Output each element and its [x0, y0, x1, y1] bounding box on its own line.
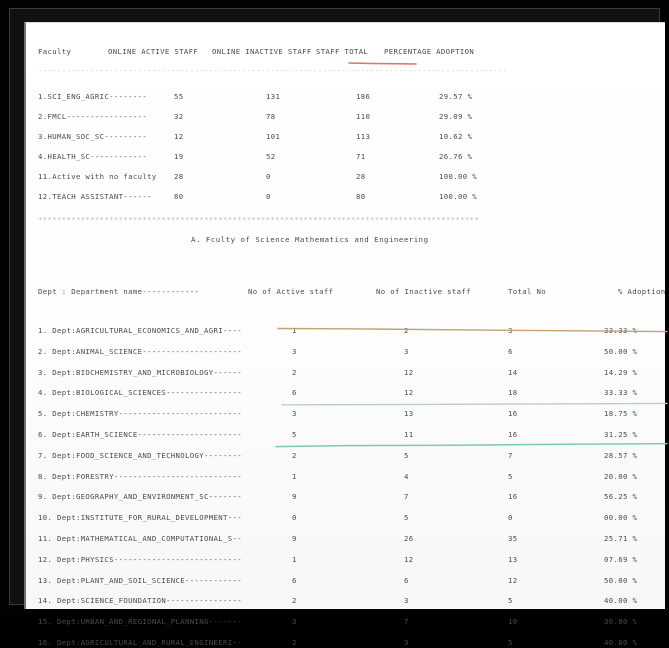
department_section-cell-active: 1	[292, 554, 297, 564]
department-header-percentage: % Adoption	[618, 287, 666, 296]
department_section-cell-total: 5	[508, 471, 513, 481]
department_section-cell-active: 3	[292, 346, 297, 356]
department_section-cell-inactive: 7	[404, 617, 409, 627]
department_section-cell-total: 0	[508, 513, 513, 523]
faculty_section-cell-total: 113	[356, 132, 371, 141]
star-separator: *********************************************************************************************	[38, 215, 480, 224]
department_section-cell-active: 3	[292, 617, 297, 627]
department_section-cell-total: 16	[508, 492, 518, 502]
department_section-cell-total: 10	[508, 617, 518, 627]
faculty_section-cell-active: 19	[174, 152, 184, 161]
faculty-header-percentage: PERCENTAGE ADOPTION	[384, 47, 475, 56]
department_section-cell-total: 14	[508, 367, 518, 377]
department_section-cell-percent: 07.69 %	[604, 554, 638, 564]
department_section-cell-percent: 50.00 %	[604, 575, 638, 585]
department_section-cell-active: 0	[292, 513, 297, 523]
faculty_section-cell-inactive: 78	[266, 112, 276, 121]
department_section-cell-total: 13	[508, 554, 518, 564]
faculty_section-cell-active: 32	[174, 112, 184, 121]
department_section-cell-name: 1. Dept:AGRICULTURAL_ECONOMICS_AND_AGRI----	[38, 326, 242, 335]
department_section-cell-name: 14. Dept:SCIENCE_FOUNDATION----------------	[38, 596, 242, 606]
photo-frame-inner	[9, 8, 666, 647]
faculty_section-cell-name: 11.Active with no faculty	[38, 172, 157, 181]
department_section-cell-inactive: 11	[404, 430, 414, 439]
department_section-cell-active: 2	[292, 450, 297, 460]
department_section-cell-inactive: 3	[404, 638, 409, 647]
department_section-cell-percent: 40.00 %	[604, 638, 638, 647]
department_section-cell-name: 9. Dept:GEOGRAPHY_AND_ENVIRONMENT_SC-------	[38, 492, 242, 502]
department_section-cell-inactive: 5	[404, 513, 409, 523]
department_section-cell-inactive: 3	[404, 596, 409, 606]
department_section-cell-percent: 00.00 %	[604, 513, 638, 523]
department_section-cell-name: 13. Dept:PLANT_AND_SOIL_SCIENCE------------	[38, 575, 242, 585]
faculty_section-cell-total: 110	[356, 112, 371, 121]
faculty_section-cell-name: 3.HUMAN_SOC_SC---------	[38, 132, 148, 141]
faculty_section-cell-percent: 29.57 %	[439, 92, 473, 101]
department_section-cell-percent: 50.00 %	[604, 346, 638, 356]
report-page-content	[26, 23, 666, 647]
department_section-cell-active: 2	[292, 596, 297, 606]
faculty_section-cell-name: 1.SCI_ENG_AGRIC--------	[38, 92, 148, 101]
department_section-cell-percent: 14.29 %	[604, 367, 638, 377]
department_section-cell-total: 35	[508, 534, 518, 543]
department_section-cell-total: 18	[508, 388, 518, 398]
department_section-cell-active: 9	[292, 492, 297, 502]
faculty_section-cell-active: 28	[174, 172, 184, 181]
teal-line-forestry	[276, 444, 667, 447]
department_section-cell-total: 16	[508, 430, 518, 439]
faculty_section-cell-name: 12.TEACH ASSISTANT------	[38, 192, 152, 201]
department_section-cell-percent: 30.00 %	[604, 617, 638, 627]
department_section-cell-name: 8. Dept:FORESTRY---------------------------	[38, 471, 242, 481]
department_section-cell-percent: 33.33 %	[604, 326, 638, 335]
faculty_section-cell-percent: 26.76 %	[439, 152, 473, 161]
faculty_section-cell-total: 28	[356, 172, 366, 181]
department_section-cell-inactive: 12	[404, 388, 414, 398]
department_section-cell-active: 6	[292, 388, 297, 398]
faculty_section-cell-name: 4.HEALTH_SC------------	[38, 152, 148, 161]
red-underline-percentage-header	[349, 63, 416, 64]
department-header-inactive: No of Inactive staff	[376, 287, 471, 296]
department_section-cell-active: 1	[292, 471, 297, 481]
faculty_section-cell-active: 12	[174, 132, 184, 141]
department-header-name: Dept : Department name------------	[38, 287, 200, 296]
department_section-cell-total: 16	[508, 409, 518, 419]
faculty_section-cell-active: 80	[174, 192, 184, 201]
department_section-cell-inactive: 5	[404, 450, 409, 460]
faculty_section-cell-inactive: 52	[266, 152, 276, 161]
department_section-cell-active: 9	[292, 534, 297, 543]
department_section-cell-inactive: 13	[404, 409, 414, 419]
department_section-cell-name: 6. Dept:EARTH_SCIENCE----------------------	[38, 430, 242, 439]
department_section-cell-total: 12	[508, 575, 518, 585]
faculty-header-separator: ---------------------------------------------------------------------------------------------------	[38, 66, 508, 75]
faculty_section-cell-inactive: 0	[266, 172, 271, 181]
report-page	[24, 22, 666, 647]
department_section-cell-inactive: 7	[404, 492, 409, 502]
department_section-cell-name: 15. Dept:URBAN_AND_REGIONAL_PLANNING-------	[38, 617, 242, 627]
department_section-cell-name: 3. Dept:BIOCHEMISTRY_AND_MICROBIOLOGY------	[38, 367, 242, 377]
faculty-header-name: Faculty	[38, 47, 72, 56]
faculty-header-active: ONLINE ACTIVE STAFF	[108, 47, 199, 56]
faculty_section-cell-percent: 10.62 %	[439, 132, 473, 141]
faculty_section-cell-percent: 29.09 %	[439, 112, 473, 121]
faculty_section-cell-total: 186	[356, 92, 371, 101]
department-header-active: No of Active staff	[248, 287, 334, 296]
department_section-cell-percent: 56.25 %	[604, 492, 638, 502]
department_section-cell-total: 6	[508, 346, 513, 356]
department_section-cell-percent: 25.71 %	[604, 534, 638, 543]
department_section-cell-total: 5	[508, 638, 513, 647]
department_section-cell-active: 5	[292, 430, 297, 439]
department_section-cell-percent: 20.00 %	[604, 471, 638, 481]
department_section-cell-inactive: 26	[404, 534, 414, 543]
department-header-total: Total No	[508, 287, 546, 296]
department_section-cell-name: 12. Dept:PHYSICS---------------------------	[38, 554, 242, 564]
department_section-cell-active: 6	[292, 575, 297, 585]
faculty_section-cell-name: 2.FMCL-----------------	[38, 112, 148, 121]
department_section-cell-name: 2. Dept:ANIMAL_SCIENCE---------------------	[38, 346, 242, 356]
department_section-cell-percent: 18.75 %	[604, 409, 638, 419]
department_section-cell-name: 11. Dept:MATHEMATICAL_AND_COMPUTATIONAL_S--	[38, 534, 242, 543]
department_section-cell-percent: 33.33 %	[604, 388, 638, 398]
department_section-cell-total: 3	[508, 326, 513, 335]
department_section-cell-percent: 31.25 %	[604, 430, 638, 439]
faculty_section-cell-total: 71	[356, 152, 366, 161]
department_section-cell-inactive: 12	[404, 554, 414, 564]
faculty_section-cell-inactive: 0	[266, 192, 271, 201]
department_section-cell-name: 10. Dept:INSTITUTE_FOR_RURAL_DEVELOPMENT---	[38, 513, 242, 523]
department-section-title: A. Fculty of Science Mathematics and Engineering	[191, 235, 429, 244]
department_section-cell-inactive: 3	[404, 346, 409, 356]
department_section-cell-percent: 40.00 %	[604, 596, 638, 606]
faculty_section-cell-inactive: 131	[266, 92, 281, 101]
faculty_section-cell-total: 80	[356, 192, 366, 201]
department_section-cell-active: 2	[292, 638, 297, 647]
department_section-cell-inactive: 4	[404, 471, 409, 481]
department_section-cell-total: 7	[508, 450, 513, 460]
department_section-cell-active: 2	[292, 367, 297, 377]
faculty-header-total: STAFF TOTAL	[316, 47, 369, 56]
faculty_section-cell-active: 55	[174, 92, 184, 101]
blue-line-earth-science	[282, 403, 667, 404]
department_section-cell-active: 3	[292, 409, 297, 419]
department_section-cell-percent: 28.57 %	[604, 450, 638, 460]
department_section-cell-inactive: 2	[404, 326, 409, 335]
faculty-header-inactive: ONLINE INACTIVE STAFF	[212, 47, 312, 56]
faculty_section-cell-percent: 100.00 %	[439, 192, 477, 201]
department_section-cell-inactive: 12	[404, 367, 414, 377]
department_section-cell-name: 16. Dept:AGRICULTURAL_AND_RURAL_ENGINEERI--	[38, 638, 242, 647]
department_section-cell-name: 4. Dept:BIOLOGICAL_SCIENCES----------------	[38, 388, 242, 398]
department_section-cell-name: 7. Dept:FOOD_SCIENCE_AND_TECHNOLOGY--------	[38, 450, 242, 460]
department_section-cell-name: 5. Dept:CHEMISTRY--------------------------	[38, 409, 242, 419]
department_section-cell-inactive: 6	[404, 575, 409, 585]
faculty_section-cell-inactive: 101	[266, 132, 281, 141]
department_section-cell-total: 5	[508, 596, 513, 606]
department_section-cell-active: 1	[292, 326, 297, 335]
faculty_section-cell-percent: 100.00 %	[439, 172, 477, 181]
